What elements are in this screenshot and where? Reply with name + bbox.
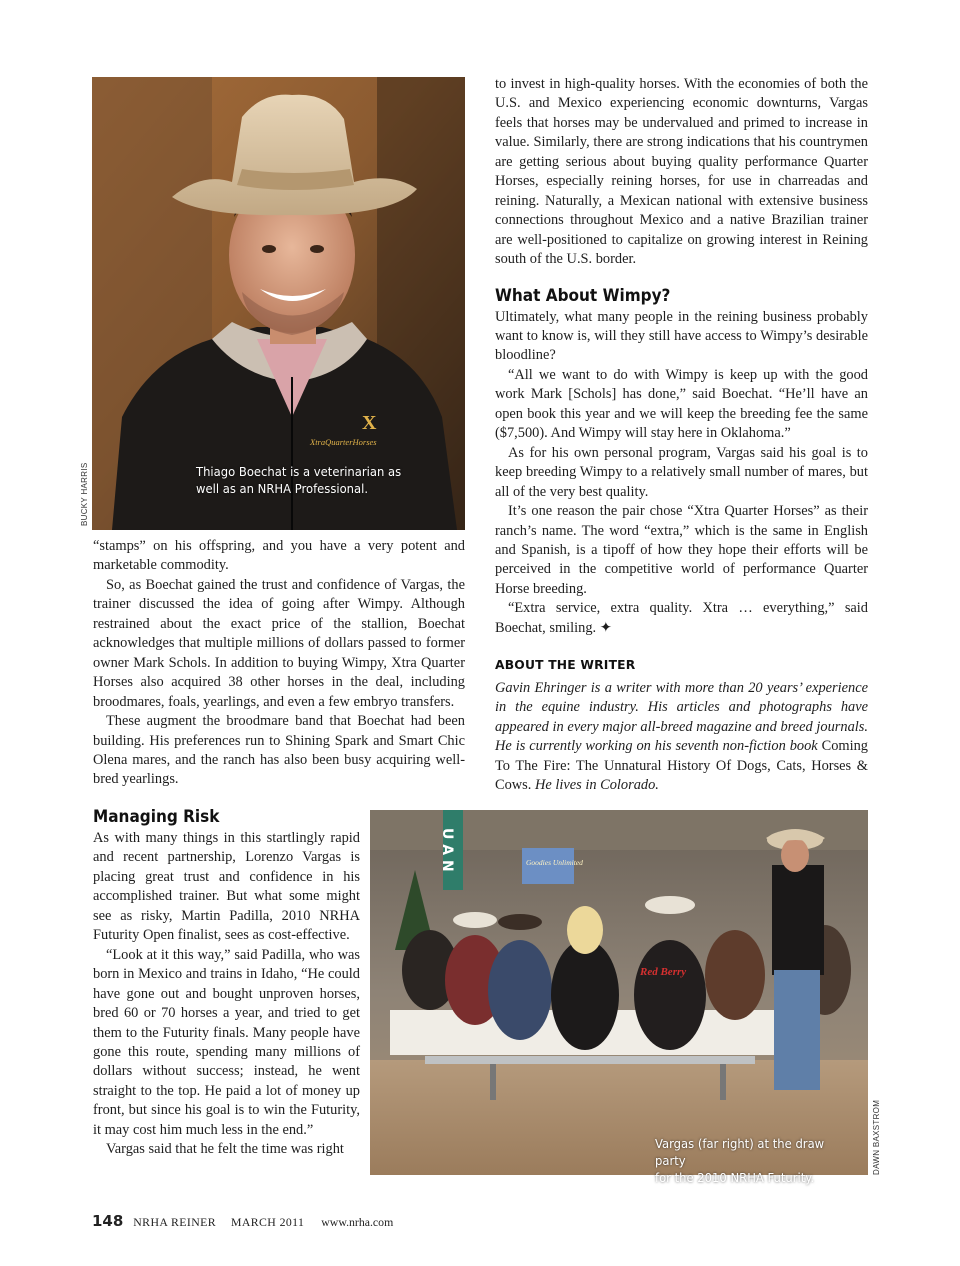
issue-date: MARCH 2011 [230,1215,305,1229]
svg-text:Red Berry: Red Berry [640,966,687,978]
svg-text:X: X [362,412,377,434]
svg-text:XtraQuarterHorses: XtraQuarterHorses [310,437,377,447]
caption-line: Thiago Boechat is a veterinarian as [196,464,402,479]
svg-text:U A N: U A N [439,828,455,872]
paragraph: So, as Boechat gained the trust and confidence of Vargas, the trainer discussed the idea of going after Wimpy. Although restrained about the exact price of the stallion, Boechat acknowledges that multiple millions of dollars passed to former owner Mark Schols. In addition to buying Wimpy, Xtra Quarter Horses also acquired 38 other horses in the deal, including broodmares, foals, yearlings, and even a few embryo transfers. [93,576,465,710]
section-heading-wimpy: What About Wimpy? [495,285,671,306]
caption-line: Vargas (far right) at the draw party [655,1136,825,1168]
page-footer [92,1212,393,1230]
left-column-article-upper [93,537,465,790]
caption-line: well as an NRHA Professional. [196,481,369,496]
left-column-article-lower [93,806,360,1160]
paragraph: As for his own personal program, Vargas said his goal is to keep breeding Wimpy to a relatively small number of mares, but all of the very best quality. [495,444,868,500]
draw-party-photo [370,810,868,1185]
about-text-part: He lives in Colorado. [531,776,659,793]
photo-credit-dawn-baxstrom: DAWN BAXSTROM [872,1099,881,1175]
paragraph [495,599,868,638]
closing-text: “Extra service, extra quality. Xtra … everything,” said Boechat, smiling. [495,600,868,636]
end-mark: ✦ [599,619,612,636]
boechat-photo-caption [196,463,401,497]
paragraph: Ultimately, what many people in the reining business probably want to know is, will they still have access to Wimpy’s desirable bloodline? [495,308,868,364]
paragraph: to invest in high-quality horses. With the economies of both the U.S. and Mexico experiencing economic downturns, Vargas feels that horses may be undervalued and primed to increase in value. Similarly, there are strong indications that his countrymen are getting serious about buying quality performance Quarter Horses, especially reining horses, for use in charreadas and reining. Naturally, a Mexican national with extensive business connections throughout Mexico and a native Brazilian trainer are well-positioned to capitalize on growing interest in Reining south of the U.S. border. [495,76,868,268]
paragraph: “All we want to do with Wimpy is keep up with the good work Mark [Schols] has done,” said Boechat. “He’ll have an open book this year and we will keep the breeding fee the same ($7,500). And Wimpy will stay here in Oklahoma.” [495,366,868,442]
paragraph: It’s one reason the pair chose “Xtra Quarter Horses” as their ranch’s name. The word “extra,” which is the same in English and Spanish, is a tipoff of how they hope their efforts will be perceived in the competitive world of performance Quarter Horse breeding. [495,503,868,597]
section-heading-managing-risk: Managing Risk [93,807,220,827]
about-writer-text [495,679,868,796]
magazine-name: NRHA REINER [133,1215,216,1229]
about-writer-heading: ABOUT THE WRITER [495,658,636,673]
boechat-portrait-photo [92,77,465,530]
svg-text:Goodies Unlimited: Goodies Unlimited [526,858,583,867]
paragraph: “Look at it this way,” said Padilla, who was born in Mexico and trains in Idaho, “He could have gone out and bought unproven horses, bred 60 or 70 horses a year, and tried to get them to the Futurity finals. Many people have gone this route, spending many millions of dollars without success; instead, he went straight to the top. He paid a lot of money up front, but since his goal is to win the Futurity, it may cost him much less in the end.” [93,946,360,1138]
right-column-article [495,75,868,795]
paragraph: Vargas said that he felt the time was right [106,1141,344,1158]
paragraph: As with many things in this startlingly rapid and recent partnership, Lorenzo Vargas is placing great trust and confidence in his accomplished trainer. But what some might see as risky, Martin Padilla, 2010 NRHA Futurity Open finalist, sees as cost-effective. [93,830,360,944]
caption-line: for the 2010 NRHA Futurity. [655,1170,815,1185]
photo-credit-bucky-harris: BUCKY HARRIS [80,462,89,526]
draw-party-photo-caption [655,1135,851,1186]
draw-party-illustration [370,810,868,1175]
book-title: Coming To The Fire: The Unnatural History Of Dogs, Cats, Horses & Cows. [495,738,868,793]
website-link[interactable]: www.nrha.com [321,1215,394,1229]
page-number: 148 [92,1212,124,1230]
paragraph: These augment the broodmare band that Boechat had been building. His preferences run to Shining Spark and Smart Chic Olena mares, and the ranch has also been busy acquiring well-bred yearlings. [93,713,465,788]
about-text-part: Gavin Ehringer is a writer with more than 20 years’ experience in the equine industry. His articles and photographs have appeared in every major all-breed magazine and breed journals. He is currently working on his seventh non-fiction book [495,679,868,755]
paragraph: “stamps” on his offspring, and you have a very potent and marketable commodity. [93,538,465,574]
